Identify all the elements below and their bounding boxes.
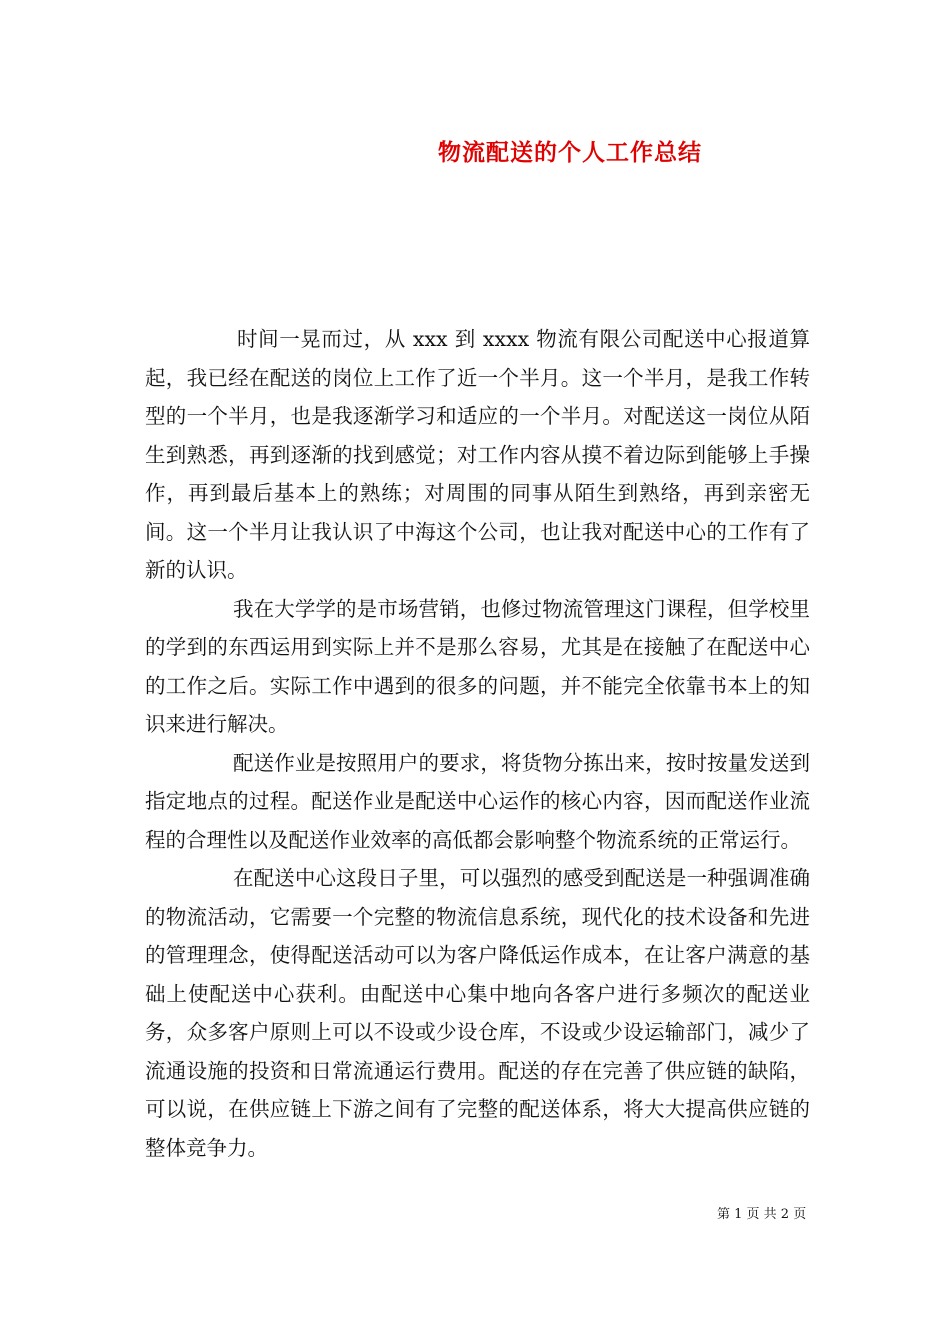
page-number-footer: 第 1 页 共 2 页 bbox=[717, 1207, 807, 1222]
paragraph-2: 我在大学学的是市场营销，也修过物流管理这门课程，但学校里的学到的东西运用到实际上并不是那么容易，尤其是在接触了在配送中心的工作之后。实际工作中遇到的很多的问题，并不能完全依靠书本上的知识来进行解决。 bbox=[145, 596, 810, 736]
paragraph-4: 在配送中心这段日子里，可以强烈的感受到配送是一种强调准确的物流活动，它需要一个完整的物流信息系统，现代化的技术设备和先进的管理理念，使得配送活动可以为客户降低运作成本，在让客户满意的基础上使配送中心获利。由配送中心集中地向各客户进行多频次的配送业务，众多客户原则上可以不设或少设仓库，不设或少设运输部门，减少了流通设施的投资和日常流通运行费用。配送的存在完善了供应链的缺陷，可以说，在供应链上下游之间有了完整的配送体系，将大大提高供应链的整体竞争力。 bbox=[145, 866, 810, 1160]
paragraph-3: 配送作业是按照用户的要求，将货物分拣出来，按时按量发送到指定地点的过程。配送作业是配送中心运作的核心内容，因而配送作业流程的合理性以及配送作业效率的高低都会影响整个物流系统的正常运行。 bbox=[145, 750, 810, 852]
document-title: 物流配送的个人工作总结 bbox=[438, 139, 702, 166]
paragraph-1: 时间一晃而过，从 xxx 到 xxxx 物流有限公司配送中心报道算起，我已经在配送的岗位上工作了近一个半月。这一个半月，是我工作转型的一个半月，也是我逐渐学习和适应的一个半月。对配送这一岗位从陌生到熟悉，再到逐渐的找到感觉；对工作内容从摸不着边际到能够上手操作，再到最后基本上的熟练；对周围的同事从陌生到熟络，再到亲密无间。这一个半月让我认识了中海这个公司，也让我对配送中心的工作有了新的认识。 bbox=[145, 327, 810, 582]
document-body bbox=[145, 320, 810, 1167]
